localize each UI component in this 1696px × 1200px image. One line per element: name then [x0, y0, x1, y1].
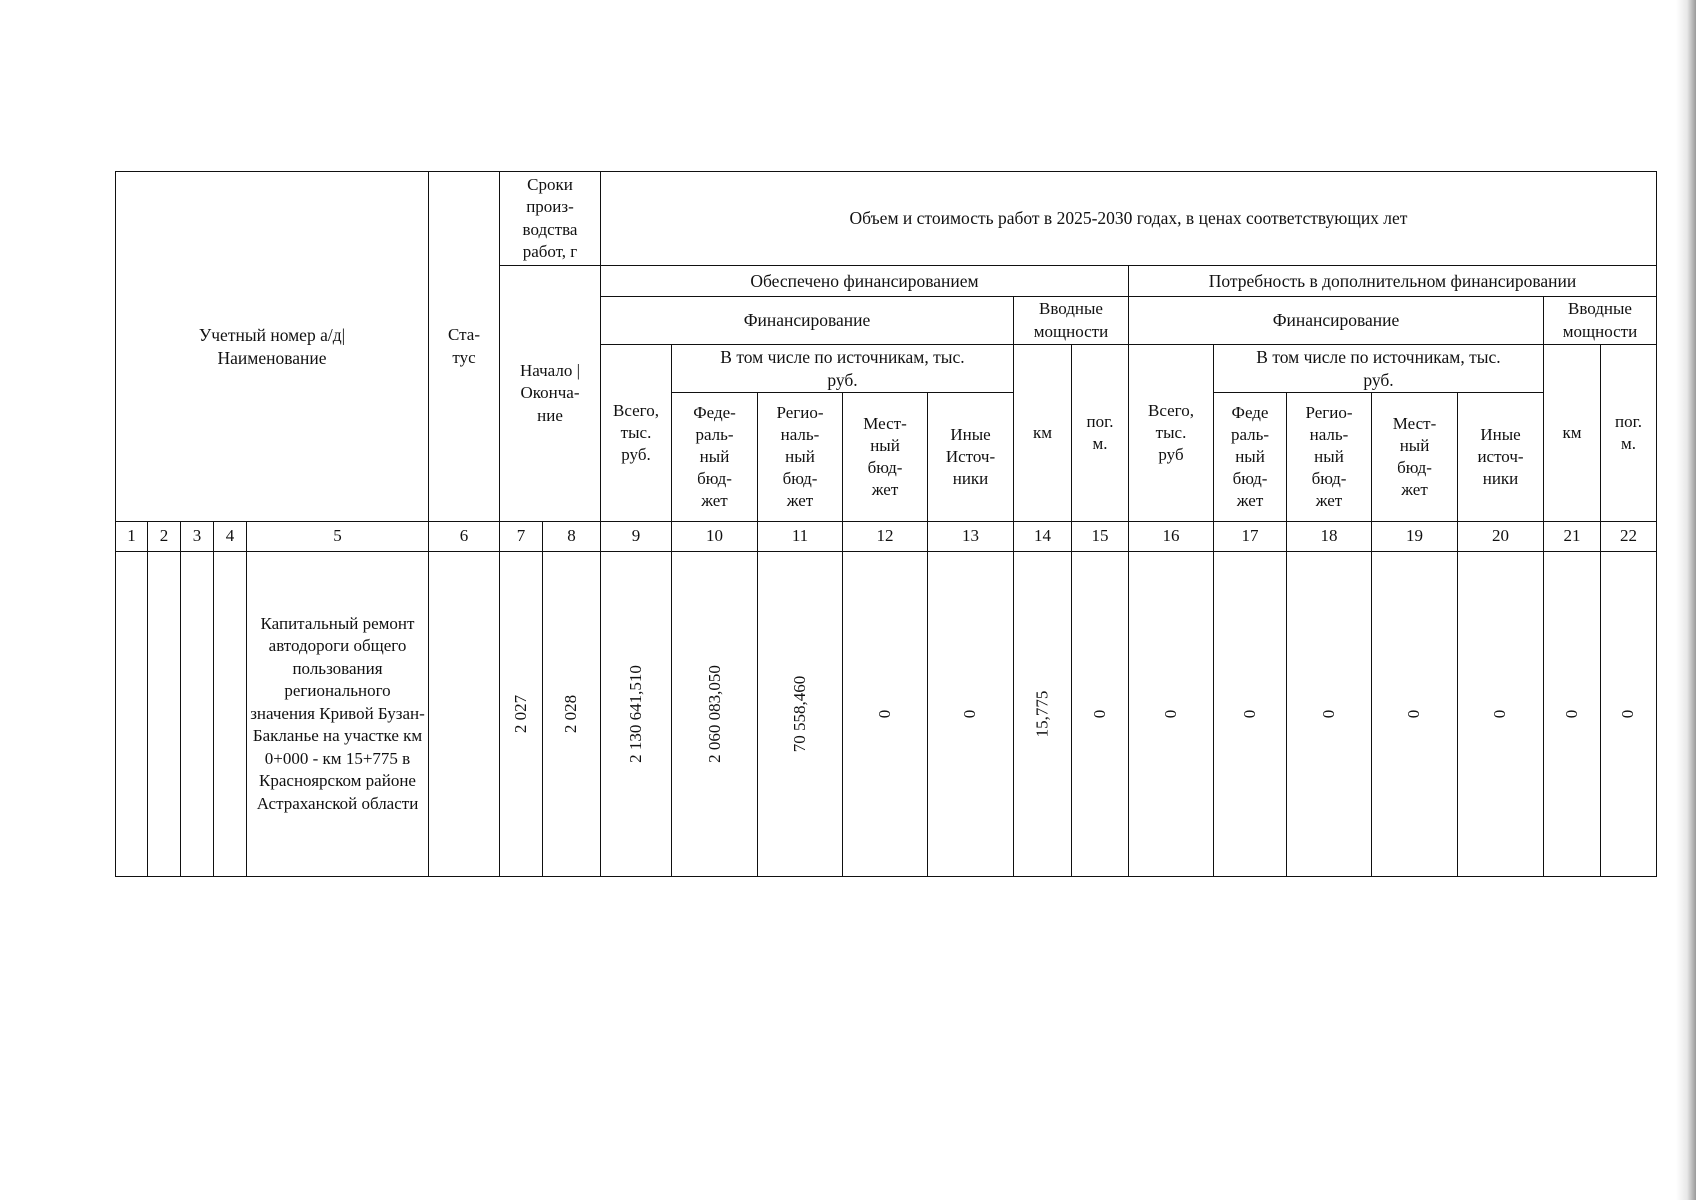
colnum-18-text: 18 — [1320, 526, 1338, 546]
header-other-funded — [927, 392, 1014, 522]
row-object-name-text: Капитальный ремонт автодороги общего пользования регионального значения Кривой Бузан-Бакланье на участке км 0+000 - км 15+775 в Красноярском районе Астраханской области — [250, 614, 425, 813]
row-pogm-need-text: 0 — [1618, 709, 1638, 719]
header-volume-title-text: Объем и стоимость работ в 2025-2030 годах, в ценах соответствующих лет — [849, 208, 1408, 229]
colnum-15-text: 15 — [1091, 526, 1109, 546]
row-regional-need-text: 0 — [1318, 709, 1338, 719]
colnum-8 — [542, 521, 601, 552]
row-start-year-text: 2 027 — [510, 694, 530, 734]
header-regional-need — [1286, 392, 1372, 522]
colnum-14 — [1013, 521, 1072, 552]
row-end-year — [542, 551, 601, 877]
row-km-need-text: 0 — [1561, 709, 1581, 719]
header-km-funded — [1013, 344, 1072, 522]
colnum-17 — [1213, 521, 1287, 552]
row-total-need — [1128, 551, 1214, 877]
row-local-need-text: 0 — [1404, 709, 1424, 719]
row-local-funded-text: 0 — [874, 709, 894, 719]
header-input-capacity-funded-text: Вводные мощности — [1033, 299, 1109, 341]
header-financing-funded — [600, 296, 1014, 345]
row-other-funded — [927, 551, 1014, 877]
row-federal-funded — [671, 551, 758, 877]
colnum-10 — [671, 521, 758, 552]
colnum-4 — [213, 521, 247, 552]
colnum-12-text: 12 — [876, 526, 894, 546]
row-start-year — [499, 551, 543, 877]
header-regional-funded — [757, 392, 843, 522]
header-local-funded-text: Мест- ный бюд- жет — [863, 413, 907, 500]
header-pogm-need-text: пог. м. — [1615, 411, 1642, 453]
colnum-9 — [600, 521, 672, 552]
header-terms-text: Сроки произ- водства работ, г — [522, 175, 578, 261]
header-total-need — [1128, 344, 1214, 522]
header-total-funded — [600, 344, 672, 522]
header-funded-text: Обеспечено финансированием — [750, 270, 979, 291]
header-pogm-funded — [1071, 344, 1129, 522]
row-km-funded-text: 15,775 — [1032, 690, 1052, 738]
row-other-funded-text: 0 — [960, 709, 980, 719]
colnum-21 — [1543, 521, 1601, 552]
row-km-need — [1543, 551, 1601, 877]
row-pogm-need — [1600, 551, 1657, 877]
header-by-sources-funded-text: В том числе по источникам, тыс. руб. — [720, 346, 965, 390]
colnum-17-text: 17 — [1241, 526, 1259, 546]
colnum-22 — [1600, 521, 1657, 552]
row-total-funded-text: 2 130 641,510 — [625, 665, 645, 763]
colnum-14-text: 14 — [1034, 526, 1051, 546]
colnum-6 — [428, 521, 500, 552]
header-federal-funded-text: Феде- раль- ный бюд- жет — [693, 402, 736, 511]
row-total-funded — [600, 551, 672, 877]
row-federal-funded-text: 2 060 083,050 — [704, 665, 724, 763]
colnum-3-text: 3 — [192, 526, 202, 546]
header-km-need-text: км — [1562, 422, 1582, 442]
colnum-9-text: 9 — [631, 526, 641, 546]
header-by-sources-need-text: В том числе по источникам, тыс. руб. — [1256, 346, 1501, 390]
header-federal-funded — [671, 392, 758, 522]
header-terms — [499, 171, 601, 266]
header-start-end — [499, 265, 601, 522]
header-name — [115, 171, 429, 522]
header-financing-need — [1128, 296, 1544, 345]
header-other-funded-text: Иные Источ- ники — [945, 424, 996, 489]
header-local-need — [1371, 392, 1458, 522]
header-status — [428, 171, 500, 522]
row-pogm-funded — [1071, 551, 1129, 877]
colnum-11-text: 11 — [791, 526, 809, 546]
header-pogm-need — [1600, 344, 1657, 522]
colnum-1-text: 1 — [127, 526, 136, 546]
row-regional-funded-text: 70 558,460 — [789, 675, 809, 753]
colnum-13 — [927, 521, 1014, 552]
colnum-13-text: 13 — [962, 526, 979, 546]
row-federal-need-text: 0 — [1239, 709, 1259, 719]
colnum-1 — [115, 521, 148, 552]
header-local-funded — [842, 392, 928, 522]
header-financing-funded-text: Финансирование — [743, 310, 871, 331]
colnum-2-text: 2 — [159, 526, 169, 546]
header-pogm-funded-text: пог. м. — [1086, 411, 1114, 453]
header-by-sources-need — [1213, 344, 1544, 393]
header-start-end-text: Начало | Оконча- ние — [519, 361, 581, 425]
header-other-need — [1457, 392, 1544, 522]
header-km-need — [1543, 344, 1601, 522]
row-status — [428, 551, 500, 877]
header-status-text: Ста- тус — [448, 325, 480, 367]
colnum-5 — [246, 521, 429, 552]
colnum-7-text: 7 — [516, 526, 526, 546]
colnum-7 — [499, 521, 543, 552]
colnum-3 — [180, 521, 214, 552]
colnum-19 — [1371, 521, 1458, 552]
colnum-20 — [1457, 521, 1544, 552]
colnum-16-text: 16 — [1162, 526, 1180, 546]
row-other-need-text: 0 — [1490, 709, 1510, 719]
header-federal-need-text: Феде раль- ный бюд- жет — [1230, 402, 1270, 511]
header-regional-need-text: Регио- наль- ный бюд- жет — [1305, 402, 1353, 511]
colnum-18 — [1286, 521, 1372, 552]
header-federal-need — [1213, 392, 1287, 522]
header-local-need-text: Мест- ный бюд- жет — [1392, 413, 1437, 500]
header-input-capacity-funded — [1013, 296, 1129, 345]
colnum-2 — [147, 521, 181, 552]
row-cell-4 — [213, 551, 247, 877]
row-pogm-funded-text: 0 — [1089, 709, 1109, 719]
header-name-text: Учетный номер а/д| Наименование — [198, 324, 346, 368]
row-object-name — [246, 551, 429, 877]
row-other-need — [1457, 551, 1544, 877]
header-need-additional — [1128, 265, 1657, 297]
header-total-funded-text: Всего, тыс. руб. — [613, 400, 659, 465]
colnum-11 — [757, 521, 843, 552]
row-federal-need — [1213, 551, 1287, 877]
colnum-22-text: 22 — [1620, 526, 1637, 546]
colnum-8-text: 8 — [567, 526, 576, 546]
header-input-capacity-need-text: Вводные мощности — [1562, 299, 1638, 341]
colnum-10-text: 10 — [706, 526, 723, 546]
header-financing-need-text: Финансирование — [1272, 310, 1400, 331]
row-total-need-text: 0 — [1160, 709, 1180, 719]
header-funded — [600, 265, 1129, 297]
row-end-year-text: 2 028 — [561, 694, 581, 734]
header-by-sources-funded — [671, 344, 1014, 393]
row-km-funded — [1013, 551, 1072, 877]
colnum-12 — [842, 521, 928, 552]
colnum-5-text: 5 — [333, 526, 342, 546]
header-regional-funded-text: Регио- наль- ный бюд- жет — [776, 402, 824, 511]
colnum-16 — [1128, 521, 1214, 552]
row-regional-funded — [757, 551, 843, 877]
colnum-20-text: 20 — [1492, 526, 1509, 546]
header-other-need-text: Иные источ- ники — [1477, 424, 1524, 489]
header-km-funded-text: км — [1032, 422, 1053, 442]
colnum-4-text: 4 — [225, 526, 235, 546]
colnum-21-text: 21 — [1563, 526, 1581, 546]
header-input-capacity-need — [1543, 296, 1657, 345]
row-local-funded — [842, 551, 928, 877]
colnum-19-text: 19 — [1406, 526, 1423, 546]
header-need-additional-text: Потребность в дополнительном финансировании — [1208, 270, 1577, 291]
row-cell-3 — [180, 551, 214, 877]
row-cell-2 — [147, 551, 181, 877]
header-total-need-text: Всего, тыс. руб — [1148, 400, 1194, 465]
row-regional-need — [1286, 551, 1372, 877]
row-local-need — [1371, 551, 1458, 877]
colnum-6-text: 6 — [459, 526, 469, 546]
colnum-15 — [1071, 521, 1129, 552]
row-cell-1 — [115, 551, 148, 877]
header-volume-title — [600, 171, 1657, 266]
